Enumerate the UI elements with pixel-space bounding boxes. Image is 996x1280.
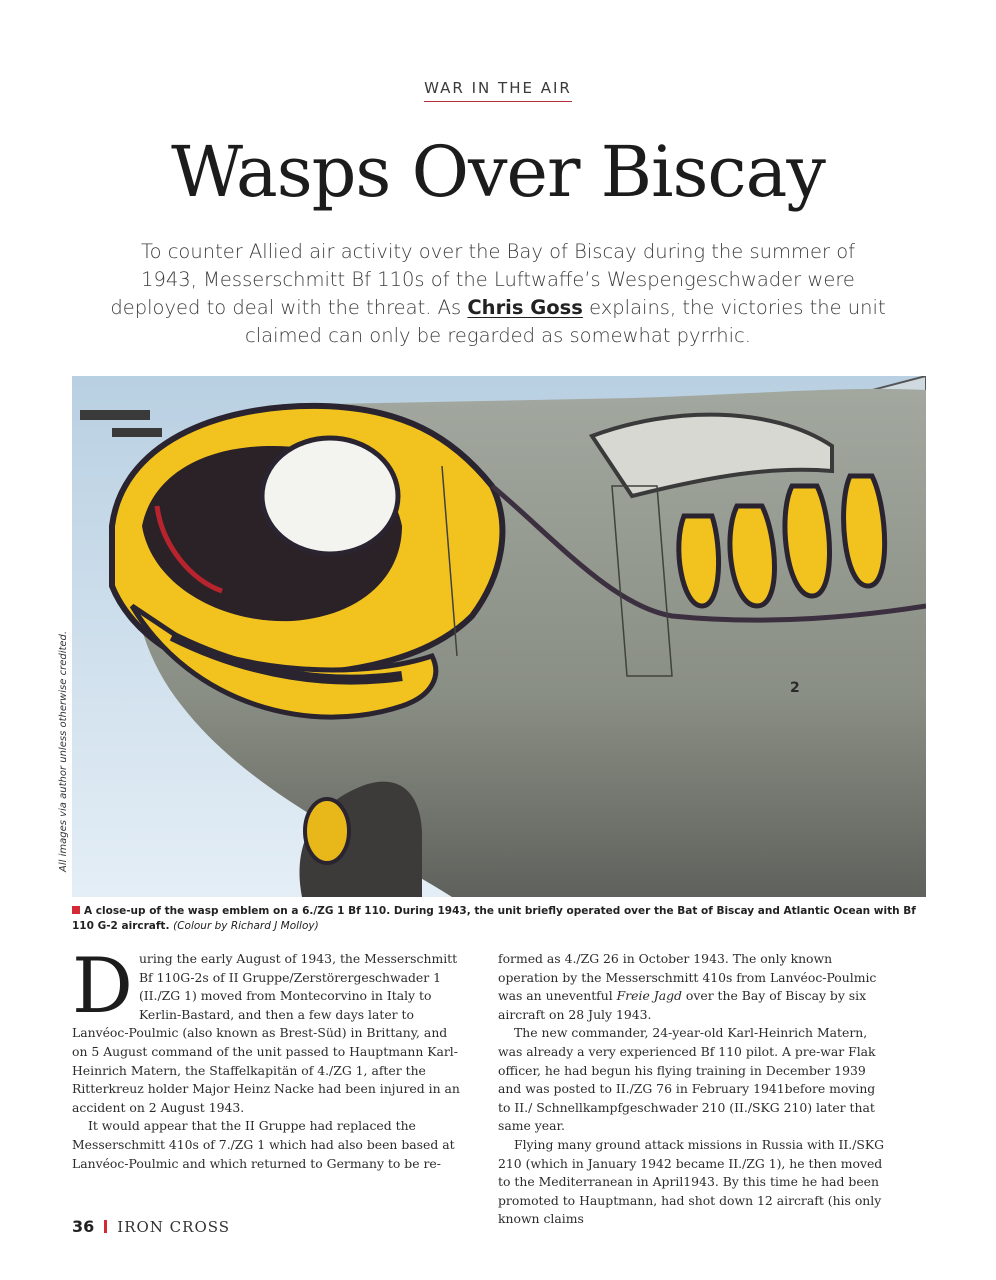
body-paragraph: It would appear that the II Gruppe had replaced the Messerschmitt 410s of 7./ZG 1 which had also been based at Lanvéoc-Poulmic and which returned to Germany to be re- <box>72 1118 455 1171</box>
drop-cap: D <box>72 941 133 1030</box>
fuselage-number: 2 <box>790 680 800 696</box>
standfirst-text-end: explains, the victories the unit claimed can only be regarded as somewhat pyrrhic. <box>245 296 886 347</box>
section-kicker-label: WAR IN THE AIR <box>424 79 572 102</box>
emphasis-text: Freie Jagd <box>616 988 682 1004</box>
caption-credit: (Colour by Richard J Molloy) <box>173 920 319 932</box>
gun-barrel-2 <box>112 428 162 437</box>
body-paragraph-text: formed as 4./ZG 26 in October 1943. The only known operation by the Messerschmitt 410s from Lanvéoc-Poulmic was an uneventful <box>498 951 877 1004</box>
standfirst <box>110 238 886 350</box>
body-paragraph <box>498 950 888 1024</box>
body-column-right <box>498 950 888 1229</box>
side-credit: All images via author unless otherwise credited. <box>58 630 69 872</box>
caption-marker-icon <box>72 906 80 914</box>
wasp-stripe-1 <box>679 516 719 606</box>
wasp-stripe-2 <box>730 506 775 606</box>
page-footer <box>72 1217 230 1236</box>
author-name: Chris Goss <box>467 296 583 319</box>
spinner-tip <box>305 799 349 863</box>
body-paragraph-text: uring the early August of 1943, the Messerschmitt Bf 110G-2s of II Gruppe/Zerstörergeschwader 1 (II./ZG 1) moved from Montecorvino in Italy to Kerlin-Bastard, and then a few days later to Lanvéoc-Poulmic (also known as Brest-Süd) in Brittany, and on 5 August command of the unit passed to Hauptmann Karl-Heinrich Matern, the Staffelkapitän of 4./ZG 1, after the Ritterkreuz holder Major Heinz Nacke had been injured in an accident on 2 August 1943. <box>72 951 460 1115</box>
magazine-name: IRON CROSS <box>117 1218 231 1236</box>
standfirst-text-start: To counter Allied air activity over the Bay of Biscay during the summer of 1943, Messerschmitt Bf 110s of the Luftwaffe’s Wespengeschwader were deployed to deal with the threat. As <box>110 240 856 319</box>
body-column-left <box>72 941 462 1173</box>
body-paragraph-text: over the Bay of Biscay by six aircraft on 28 July 1943. <box>498 988 867 1022</box>
wasp-eye <box>262 438 398 554</box>
wasp-stripe-4 <box>844 476 885 586</box>
caption-text: A close-up of the wasp emblem on a 6./ZG 1 Bf 110. During 1943, the unit briefly operated over the Bat of Biscay and Atlantic Ocean with Bf 110 G-2 aircraft. <box>72 905 916 932</box>
aircraft-photo <box>72 376 926 897</box>
article-title: Wasps Over Biscay <box>171 131 825 213</box>
body-paragraph: The new commander, 24-year-old Karl-Heinrich Matern, was already a very experienced Bf 110 pilot. A pre-war Flak officer, he had begun his flying training in December 1939 and was posted to II./ZG 76 in February 1941before moving to II./ Schnellkampfgeschwader 210 (II./SKG 210) later that same year. <box>498 1025 876 1134</box>
section-kicker <box>0 78 996 102</box>
footer-separator <box>104 1220 107 1233</box>
wasp-nose-illustration <box>72 376 926 897</box>
body-paragraph <box>72 941 462 1117</box>
body-paragraph: Flying many ground attack missions in Russia with II./SKG 210 (which in January 1942 became II./ZG 1), he then moved to the Mediterranean in April1943. By this time he had been promoted to Hauptmann, had shot down 12 aircraft (his only known claims <box>498 1136 885 1227</box>
photo-caption <box>72 904 926 934</box>
gun-barrel-1 <box>80 410 150 420</box>
page-number: 36 <box>72 1217 95 1236</box>
